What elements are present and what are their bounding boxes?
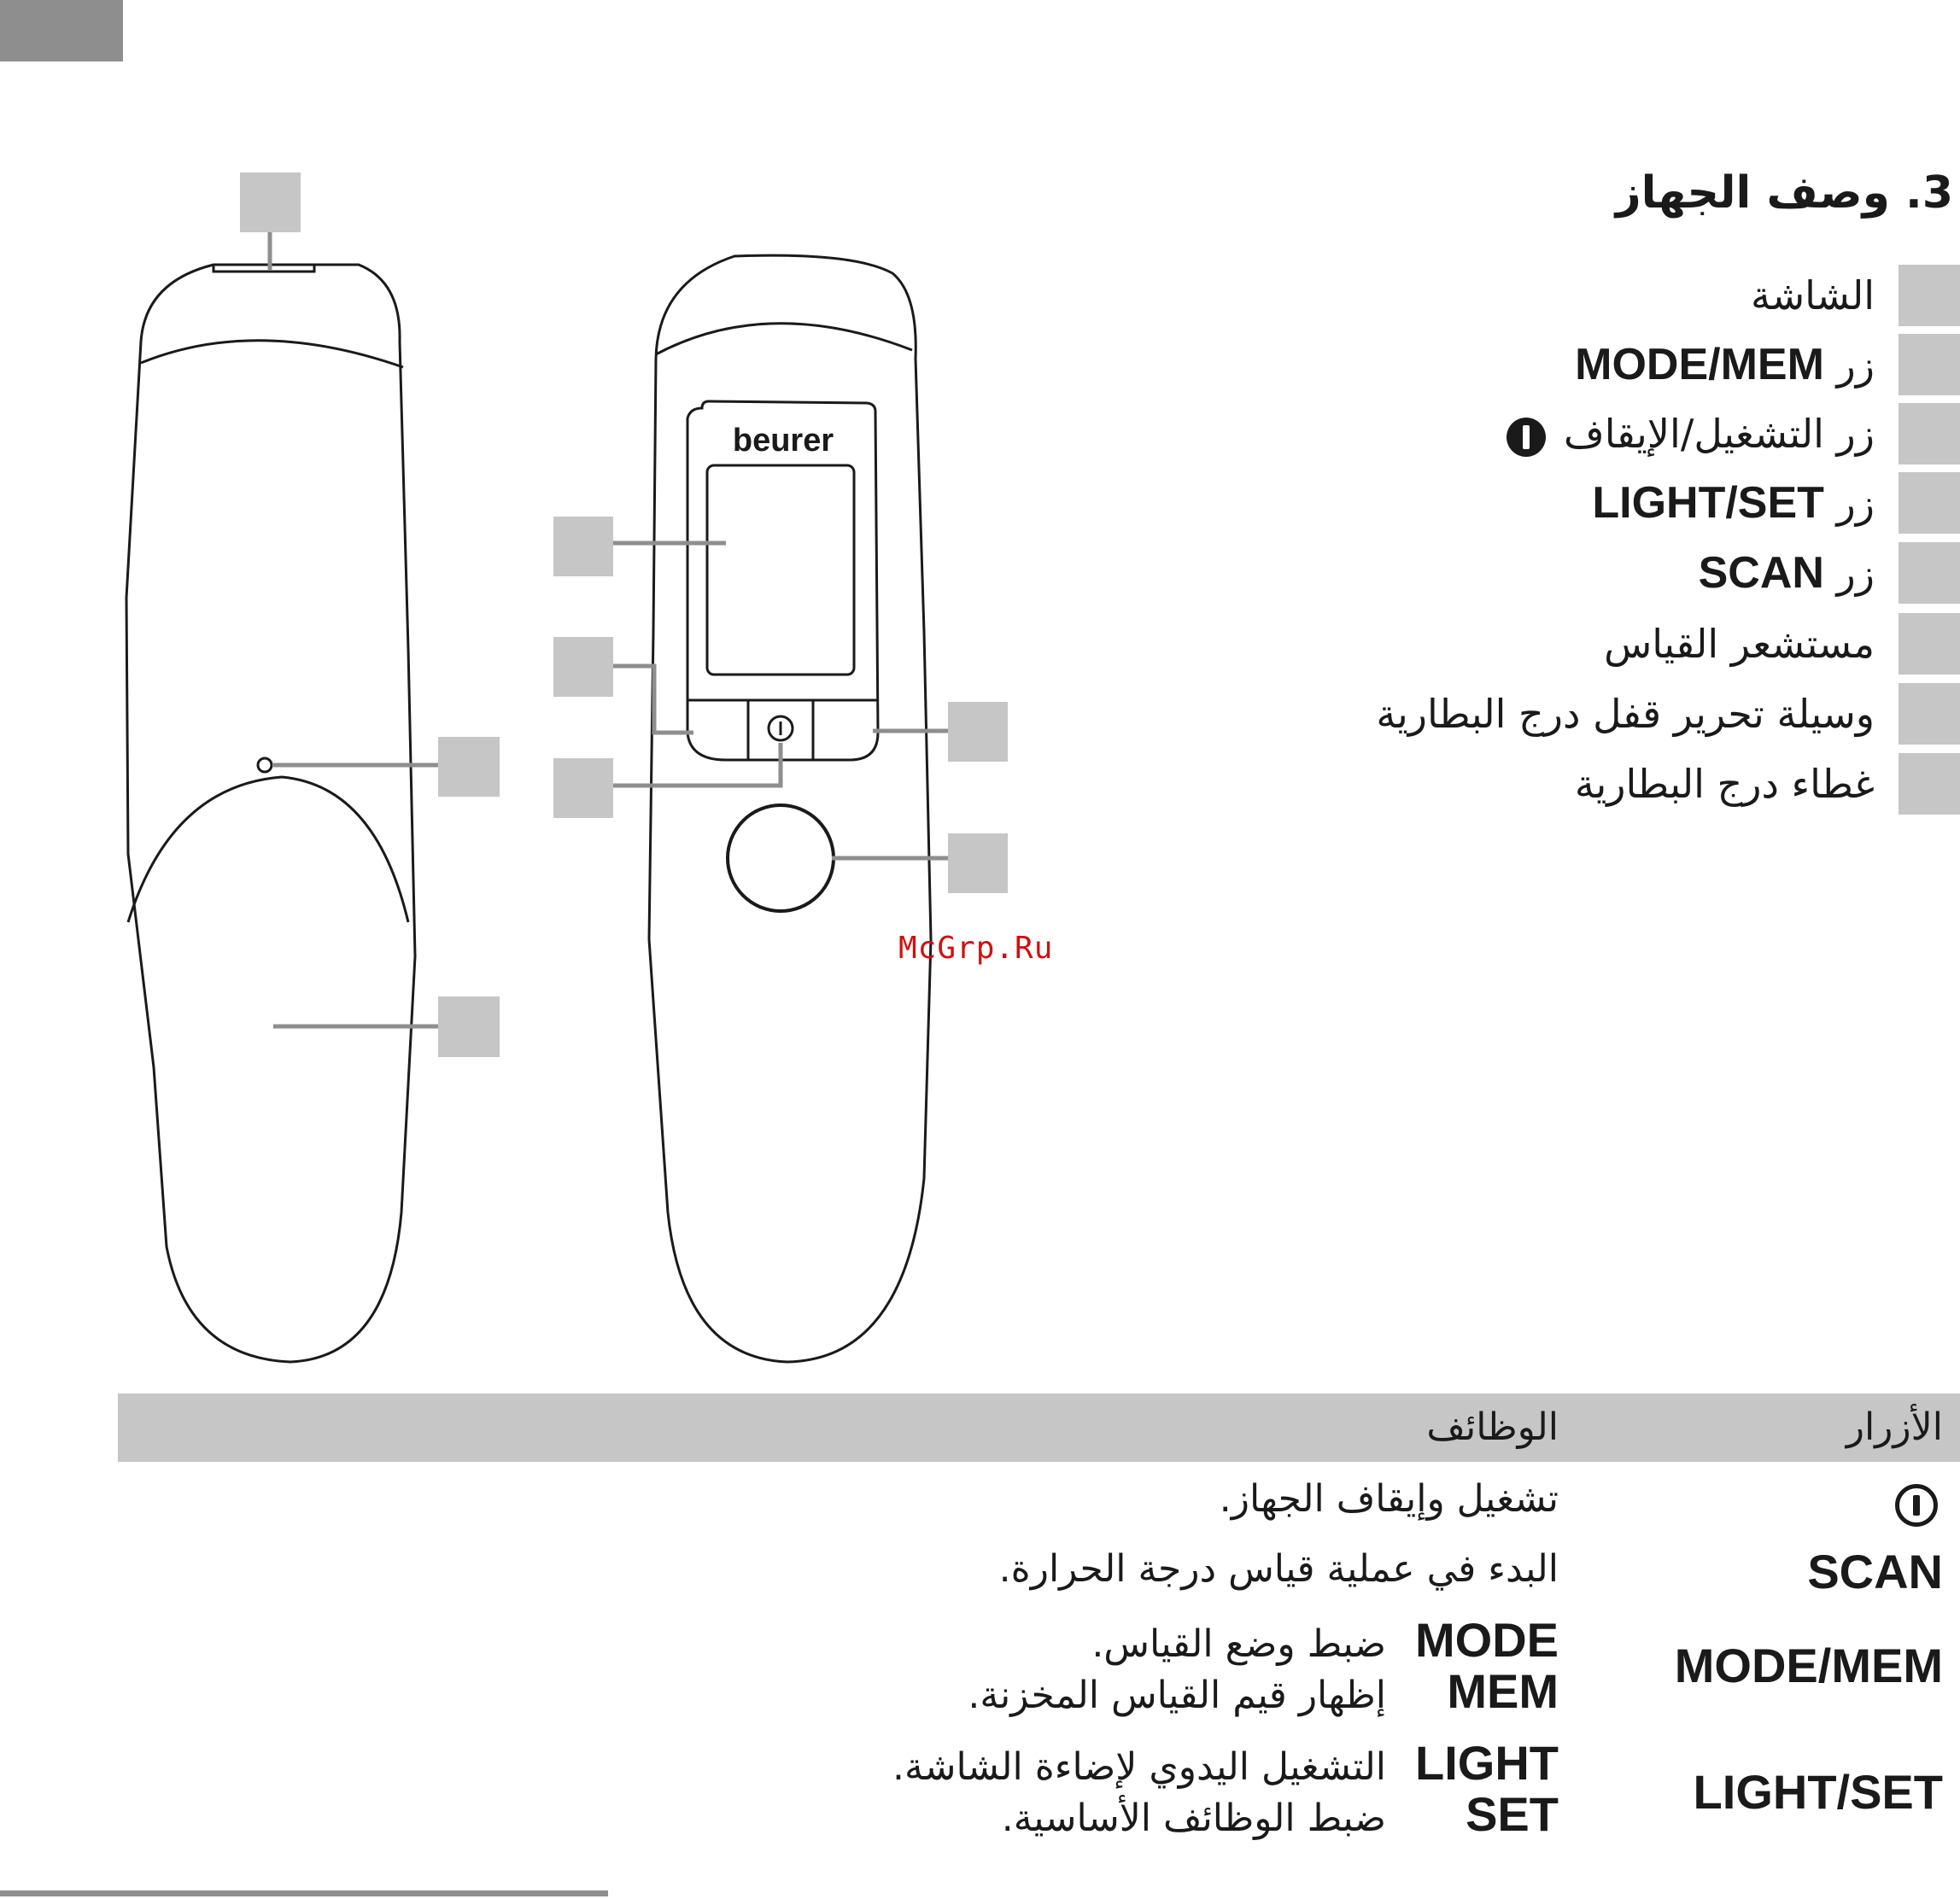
part-number-box [1899, 472, 1960, 534]
part-label: زر التشغيل/الإيقاف [1501, 403, 1875, 465]
part-label: زر MODE/MEM [1575, 340, 1875, 389]
battery-release-hole [258, 758, 272, 772]
part-label: الشاشة [1750, 272, 1875, 318]
watermark: McGrp.Ru [898, 931, 1054, 966]
footer-rule [0, 1890, 608, 1896]
table-key-light-set: LIGHT/SET [1693, 1765, 1943, 1819]
table-key-mode-mem: MODE/MEM [1674, 1639, 1943, 1692]
part-number-box [1899, 334, 1960, 395]
battery-cover-outline [128, 777, 408, 922]
table-key-power [1890, 1474, 1943, 1529]
device-front-top-band [656, 324, 912, 354]
callout-box-power [553, 758, 613, 818]
part-row-sensor [1106, 613, 1960, 675]
part-number-box [1899, 265, 1960, 326]
part-row-battery-cover [1106, 753, 1960, 815]
part-number-box [1899, 542, 1960, 604]
part-number-box [1899, 753, 1960, 815]
column-header-functions: الوظائف [1426, 1405, 1559, 1449]
table-function-line: LIGHTالتشغيل اليدوي لإضاءة الشاشة. [892, 1736, 1559, 1790]
table-function-line: MEMإظهار قيم القياس المخزنة. [968, 1664, 1559, 1718]
part-label: مستشعر القياس [1604, 621, 1875, 667]
part-row-light-set [1106, 472, 1960, 534]
scan-button [728, 805, 834, 911]
leader-mode-mem [613, 666, 693, 733]
part-row-mode-mem [1106, 334, 1960, 395]
table-function-text: البدء في عملية قياس درجة الحرارة. [998, 1547, 1559, 1591]
power-icon [1507, 418, 1546, 457]
part-row-power [1106, 403, 1960, 465]
device-back-outline [126, 265, 415, 1362]
column-header-buttons: الأزرار [1846, 1405, 1943, 1449]
power-icon [1895, 1484, 1938, 1527]
table-function-line: SETضبط الوظائف الأساسية. [1001, 1787, 1559, 1841]
callout-box-light-set [948, 702, 1008, 762]
device-front-outline [649, 255, 931, 1362]
leader-power [613, 743, 781, 786]
part-row-display [1106, 265, 1960, 326]
table-key-scan: SCAN [1807, 1545, 1943, 1598]
part-label: وسيلة تحرير قفل درج البطارية [1376, 691, 1875, 737]
callout-box-release [438, 737, 500, 797]
callout-box-mode-mem [553, 637, 613, 697]
callout-box-display [553, 517, 613, 576]
part-row-release [1106, 683, 1960, 745]
device-illustration [0, 0, 1076, 1383]
section-title: 3. وصف الجهاز [1615, 167, 1953, 219]
part-number-box [1899, 613, 1960, 675]
callout-box-scan [948, 833, 1008, 893]
display-window [707, 465, 854, 675]
table-function-text: تشغيل وإيقاف الجهاز. [1219, 1477, 1559, 1521]
device-back-top-band [141, 341, 403, 367]
callout-box-battery-cover [438, 996, 500, 1057]
device-brand-logo: beurer [732, 423, 834, 459]
table-header [118, 1394, 1960, 1462]
part-label: زر LIGHT/SET [1592, 478, 1875, 528]
part-number-box [1899, 403, 1960, 465]
part-row-scan [1106, 542, 1960, 604]
part-label: زر SCAN [1698, 548, 1875, 598]
table-function-line: MODEضبط وضع القياس. [1091, 1613, 1559, 1667]
part-label: غطاء درج البطارية [1574, 761, 1875, 807]
part-number-box [1899, 683, 1960, 745]
callout-box-sensor [240, 172, 301, 232]
table-body [0, 1462, 1960, 1863]
